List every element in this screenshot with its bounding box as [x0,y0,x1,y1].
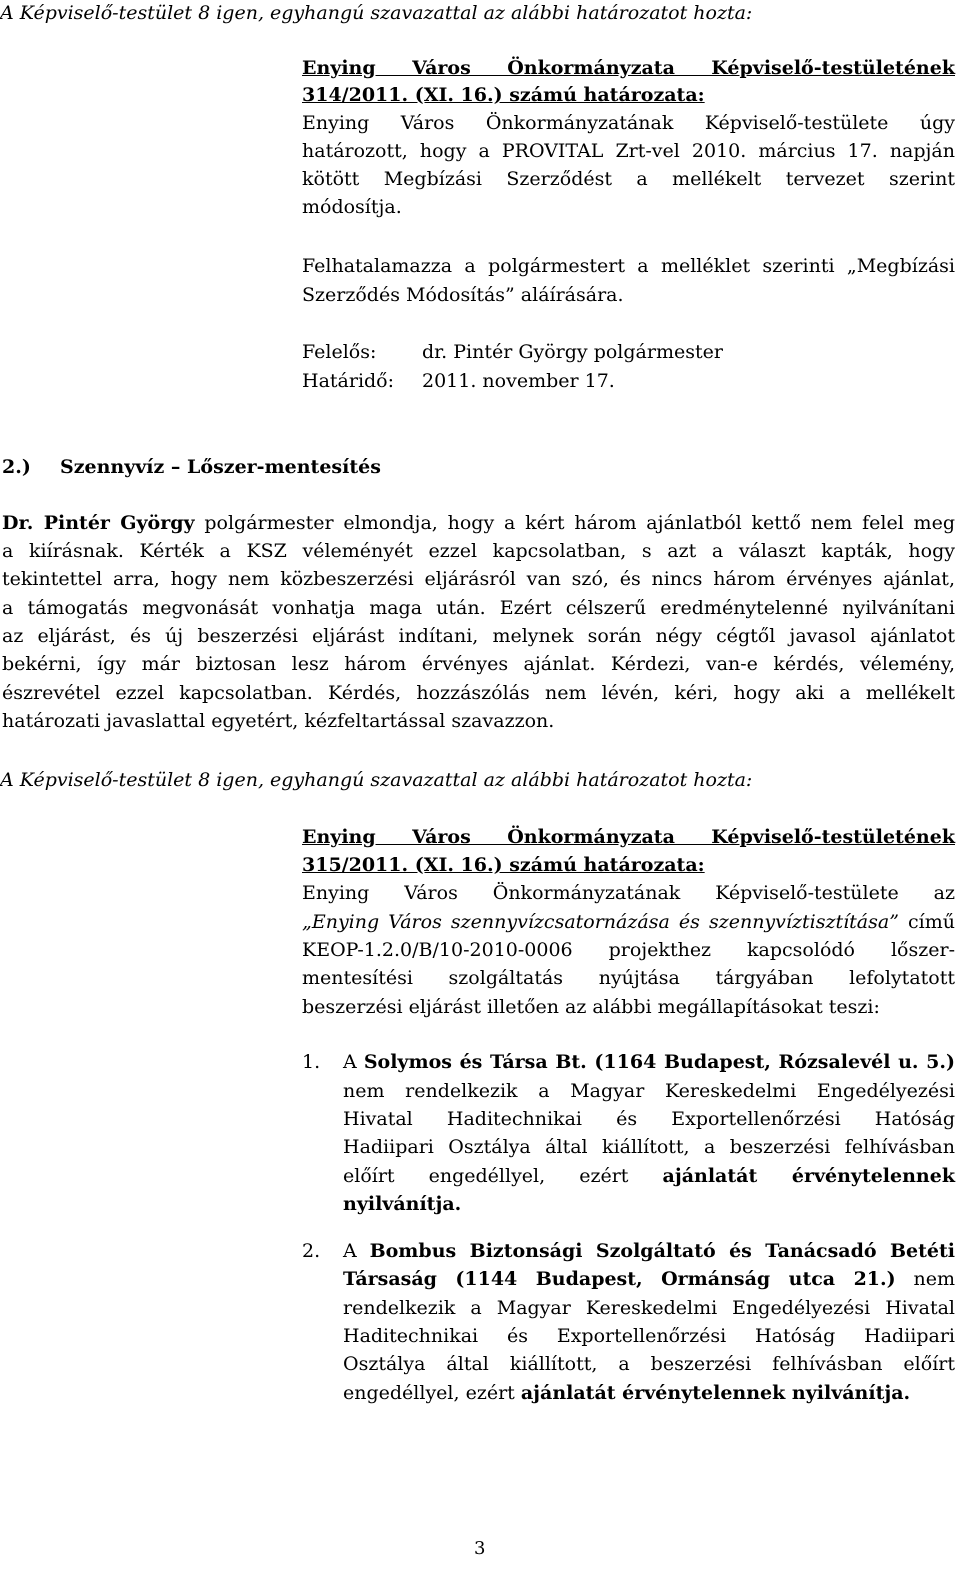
section-heading-title: Szennyvíz – Lőszer-mentesítés [60,456,381,478]
decision-text: ajánlatát érvénytelennek nyilvánítja. [520,1382,911,1404]
paragraph-line: bekérni, így már biztosan lesz három érvényes ajánlat. Kérdezi, van-e kérdés, vélemény, [2,653,955,675]
paragraph-line [2,510,955,536]
decision-text: nyilvánítja. [343,1193,462,1215]
resolution-315-body-line: beszerzési eljárást illetően az alábbi megállapításokat teszi: [302,996,880,1018]
resolution-314-body-line: Enying Város Önkormányzatának Képviselő-testülete úgy [302,112,955,134]
list-item-line: Osztálya által kiállított, a beszerzési felhívásban előírt [343,1353,955,1375]
paragraph-line: tekintettel arra, hogy nem közbeszerzési eljárásról van szó, és nincs három érvényes ajánlat, [2,568,955,590]
list-item-line: előírt engedéllyel, ezért ajánlatát érvénytelennek [343,1165,955,1187]
resolution-315-body-line: „Enying Város szennyvízcsatornázása és szennyvíztisztítása” című [302,911,955,933]
list-item-line: rendelkezik a Magyar Kereskedelmi Engedélyezési Hivatal [343,1297,955,1319]
list-item-number: 2. [302,1240,321,1262]
resolution-315-title-line1: Enying Város Önkormányzata Képviselő-testületének [302,826,955,848]
resolution-314-body-line: kötött Megbízási Szerződést a mellékelt tervezet szerint [302,168,955,190]
resolution-314-body-line: módosítja. [302,196,402,218]
company-name: Bombus Biztonsági Szolgáltató és Tanácsadó Betéti [369,1240,955,1262]
resolution-315-body-line: KEOP-1.2.0/B/10-2010-0006 projekthez kapcsolódó lőszer- [302,939,955,961]
vote-intro-2: A Képviselő-testület 8 igen, egyhangú szavazattal az alábbi határozatot hozta: [0,769,753,791]
paragraph-line: határozati javaslattal egyetért, kézfeltartással szavazzon. [2,710,555,732]
resolution-315-body-line: mentesítési szolgáltatás nyújtása tárgyában lefolytatott [302,967,955,989]
list-item-line: nem rendelkezik a Magyar Kereskedelmi Engedélyezési [343,1080,955,1102]
paragraph-text: polgármester elmondja, hogy a kért három ajánlatból kettő nem felel meg [194,512,955,534]
responsible-label: Felelős: [302,341,377,363]
resolution-314-auth-line: Felhatalamazza a polgármestert a melléklet szerinti „Megbízási [302,255,955,277]
vote-intro-1: A Képviselő-testület 8 igen, egyhangú szavazattal az alábbi határozatot hozta: [0,2,753,24]
section-heading-number: 2.) [2,456,31,478]
resolution-314-title-line1: Enying Város Önkormányzata Képviselő-testületének [302,57,955,79]
resolution-314-title-line2: 314/2011. (XI. 16.) számú határozata: [302,84,705,106]
list-item-line: A Solymos és Társa Bt. (1164 Budapest, Rózsalevél u. 5.) [343,1051,955,1073]
resolution-315-title-line2: 315/2011. (XI. 16.) számú határozata: [302,854,705,876]
list-item-number: 1. [302,1051,321,1073]
list-item-line: engedéllyel, ezért ajánlatát érvénytelennek nyilvánítja. [343,1382,911,1404]
resolution-315-body-line: Enying Város Önkormányzatának Képviselő-testülete az [302,882,955,904]
speaker-name: Dr. Pintér György [2,512,195,534]
deadline-label: Határidő: [302,370,395,392]
page-number: 3 [474,1538,486,1559]
paragraph-line: észrevétel ezzel kapcsolatban. Kérdés, hozzászólás nem lévén, kéri, hogy aki a mellékelt [2,682,955,704]
paragraph-line: az eljárást, és új beszerzési eljárást indítani, melynek során négy cégtől javasol ajánlatot [2,625,955,647]
list-item-line: Hadiipari Osztálya által kiállított, a beszerzési felhívásban [343,1136,955,1158]
list-item-line: Hivatal Haditechnikai és Exportellenőrzési Hatóság [343,1108,955,1130]
project-title: „Enying Város szennyvízcsatornázása és szennyvíztisztítása” [302,911,899,933]
decision-text: ajánlatát érvénytelennek [662,1165,955,1187]
list-item-line: Társaság (1144 Budapest, Ormánság utca 21.) nem [343,1268,955,1290]
paragraph-line: a támogatás megvonását vonhatja maga után. Ezért célszerű eredménytelenné nyilvánítani [2,597,955,619]
paragraph-line: a kiírásnak. Kérték a KSZ véleményét ezzel kapcsolatban, s azt a választ kapták, hogy [2,540,955,562]
company-name: Solymos és Társa Bt. (1164 Budapest, Rózsalevél u. 5.) [363,1051,955,1073]
responsible-value: dr. Pintér György polgármester [422,341,723,363]
deadline-value: 2011. november 17. [422,370,615,392]
list-item-line: Haditechnikai és Exportellenőrzési Hatóság Hadiipari [343,1325,955,1347]
resolution-314-auth-line: Szerződés Módosítás” aláírására. [302,284,624,306]
company-name: Társaság (1144 Budapest, Ormánság utca 21.) [343,1268,896,1290]
list-item-line: A Bombus Biztonsági Szolgáltató és Tanácsadó Betéti [343,1240,955,1262]
resolution-314-body-line: határozott, hogy a PROVITAL Zrt-vel 2010. március 17. napján [302,140,955,162]
